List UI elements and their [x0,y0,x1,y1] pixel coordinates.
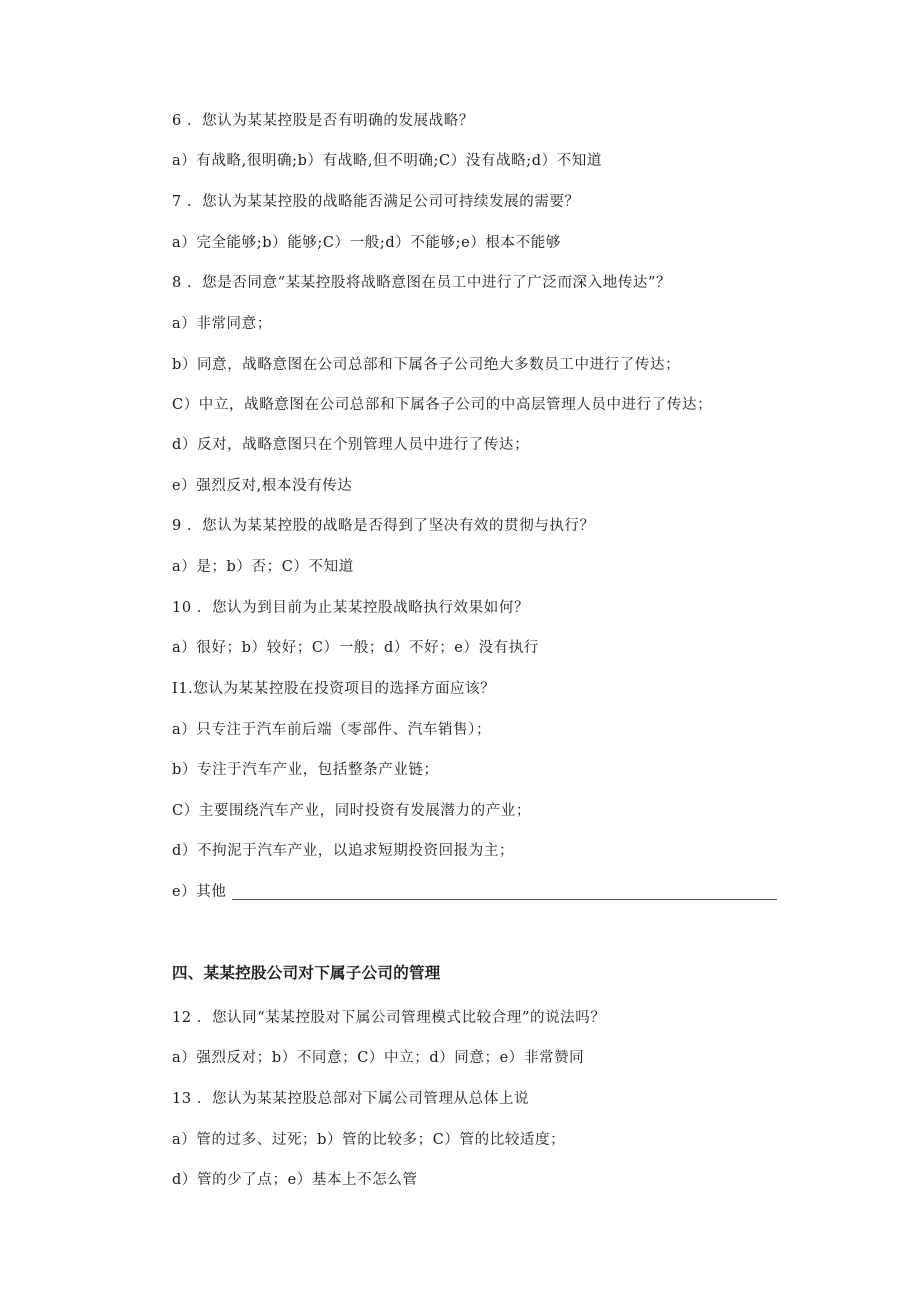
section-4-heading: 四、某某控股公司对下属子公司的管理 [172,964,441,982]
question-8-option-c: C）中立，战略意图在公司总部和下属各子公司的中高层管理人员中进行了传达； [172,397,713,413]
question-11-option-d: d）不拘泥于汽车产业，以追求短期投资回报为主； [172,843,515,859]
question-11-option-c: C）主要围绕汽车产业，同时投资有发展潜力的产业； [172,803,531,819]
question-12-options: a）强烈反对；b）不同意；C）中立；d）同意；e）非常赞同 [172,1050,585,1066]
question-9: 9 ．您认为某某控股的战略是否得到了坚决有效的贯彻与执行？ [172,518,595,534]
question-13-options-2: d）管的少了点；e）基本上不怎么管 [172,1172,418,1188]
question-13: 13 ．您认为某某控股总部对下属公司管理从总体上说 [172,1091,530,1107]
question-8-option-b: b）同意，战略意图在公司总部和下属各子公司绝大多数员工中进行了传达； [172,357,681,373]
question-8: 8 ．您是否同意“某某控股将战略意图在员工中进行了广泛而深入地传达”？ [172,275,672,291]
question-11-option-a: a）只专注于汽车前后端（零部件、汽车销售）； [172,722,492,738]
question-11: I1.您认为某某控股在投资项目的选择方面应该？ [172,681,496,697]
fill-in-blank-line[interactable] [232,899,777,900]
question-11-option-b: b）专注于汽车产业，包括整条产业链； [172,762,439,778]
question-12: 12 ．您认同“某某控股对下属公司管理模式比较合理”的说法吗？ [172,1010,606,1026]
question-6-options: a）有战略,很明确;b）有战略,但不明确;C）没有战略;d）不知道 [172,153,602,169]
question-8-option-e: e）强烈反对,根本没有传达 [172,478,353,494]
question-8-option-d: d）反对，战略意图只在个别管理人员中进行了传达； [172,437,530,453]
question-7-options: a）完全能够;b）能够;C）一般;d）不能够;e）根本不能够 [172,235,561,251]
question-8-option-a: a）非常同意； [172,316,272,332]
question-10: 10 ．您认为到目前为止某某控股战略执行效果如何？ [172,600,530,616]
question-7: 7 ．您认为某某控股的战略能否满足公司可持续发展的需要？ [172,194,580,210]
question-9-options: a）是；b）否；C）不知道 [172,559,354,575]
question-10-options: a）很好；b）较好；C）一般；d）不好；e）没有执行 [172,640,539,656]
question-6: 6 ．您认为某某控股是否有明确的发展战略？ [172,113,474,129]
question-11-option-e: e）其他 [172,884,227,900]
question-13-options-1: a）管的过多、过死；b）管的比较多；C）管的比较适度； [172,1132,566,1148]
